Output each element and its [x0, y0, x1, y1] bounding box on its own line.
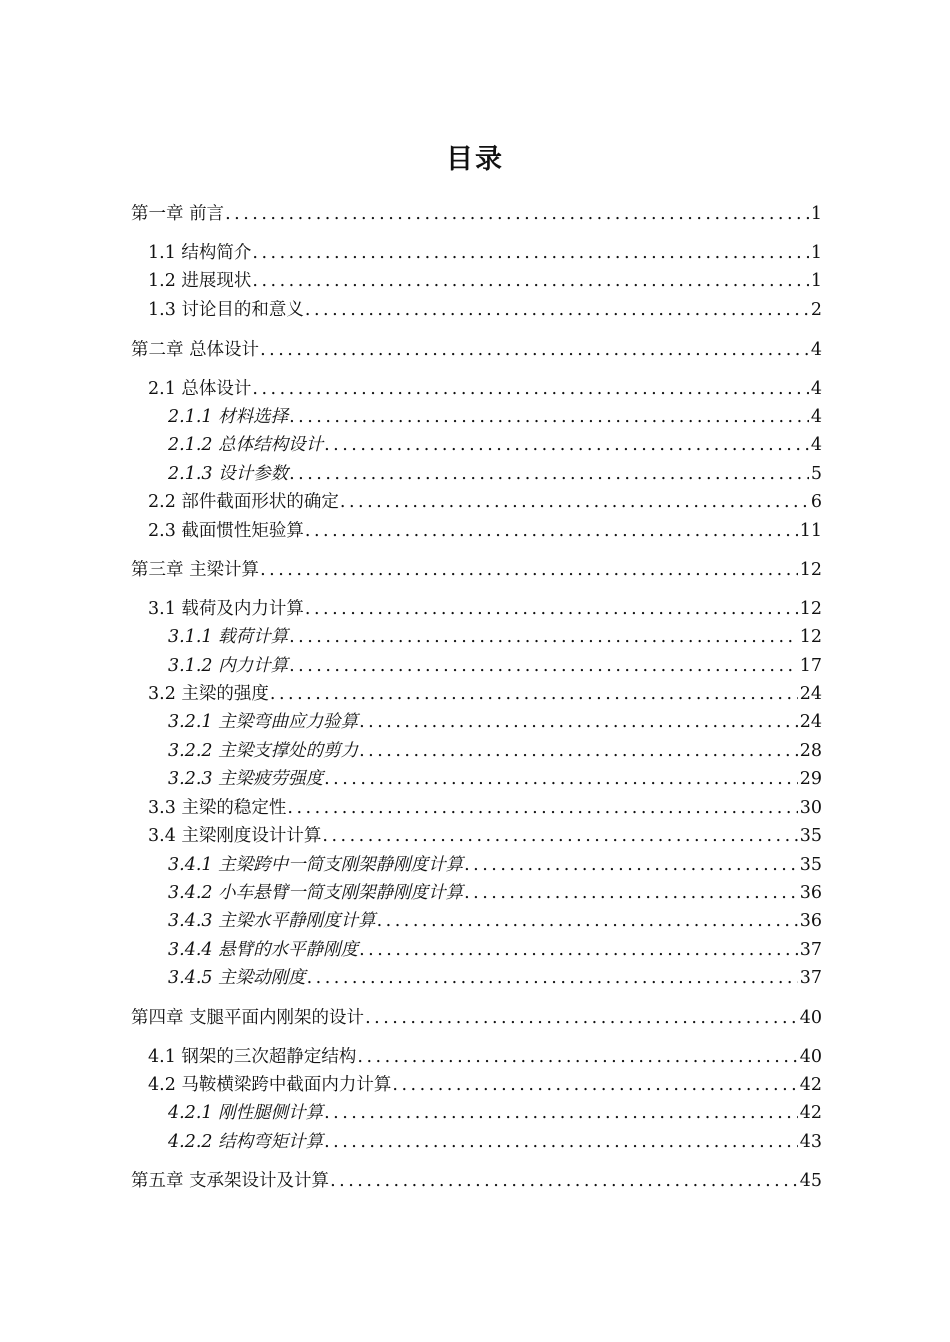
toc-entry-label: 第四章 支腿平面内刚架的设计: [131, 1008, 365, 1028]
toc-entry-label: 3.1.2 内力计算: [168, 656, 289, 676]
toc-entry-label: 第三章 主梁计算: [131, 560, 260, 580]
toc-entry[interactable]: [168, 766, 822, 792]
toc-page-number: 6: [810, 492, 822, 512]
toc-entry[interactable]: [148, 795, 822, 821]
toc-entry[interactable]: [131, 1005, 822, 1031]
toc-entry[interactable]: [168, 653, 822, 679]
toc-entry[interactable]: [131, 337, 822, 363]
toc-entry-label: 3.4.4 悬臂的水平静刚度: [168, 940, 359, 960]
toc-entry-label: 第五章 支承架设计及计算: [131, 1171, 330, 1191]
toc-dot-leader: [289, 653, 798, 679]
toc-entry-label: 3.4 主梁刚度设计计算: [148, 826, 322, 846]
toc-entry[interactable]: [148, 681, 822, 707]
toc-entry-label: 2.2 部件截面形状的确定: [148, 492, 339, 512]
toc-dot-leader: [359, 709, 798, 735]
toc-page-number: 11: [799, 521, 822, 541]
toc-entry[interactable]: [148, 297, 822, 323]
toc-dot-leader: [359, 937, 798, 963]
toc-dot-leader: [270, 681, 798, 707]
toc-dot-leader: [252, 268, 808, 294]
toc-page-number: 12: [799, 560, 822, 580]
toc-page-number: 42: [799, 1075, 822, 1095]
toc-page-number: 37: [799, 968, 822, 988]
toc-dot-leader: [357, 1044, 797, 1070]
toc-entry[interactable]: [168, 1129, 822, 1155]
toc-entry-label: 1.3 讨论目的和意义: [148, 300, 304, 320]
toc-entry-label: 3.3 主梁的稳定性: [148, 798, 287, 818]
toc-entry-label: 4.2.2 结构弯矩计算: [168, 1132, 324, 1152]
toc-entry[interactable]: [148, 596, 822, 622]
toc-entry[interactable]: [148, 1044, 822, 1070]
toc-page-number: 40: [799, 1047, 822, 1067]
toc-title: 目录: [446, 144, 504, 175]
toc-entry-label: 2.3 截面惯性矩验算: [148, 521, 304, 541]
toc-entry-label: 3.1 载荷及内力计算: [148, 599, 304, 619]
toc-entry-label: 2.1.3 设计参数: [168, 464, 289, 484]
toc-entry[interactable]: [148, 268, 822, 294]
toc-entry-label: 4.2 马鞍横梁跨中截面内力计算: [148, 1075, 392, 1095]
toc-entry[interactable]: [168, 1100, 822, 1126]
toc-page-number: 35: [799, 855, 822, 875]
toc-dot-leader: [464, 880, 798, 906]
toc-page-number: 40: [799, 1008, 822, 1028]
toc-dot-leader: [324, 766, 798, 792]
toc-entry[interactable]: [168, 880, 822, 906]
toc-entry[interactable]: [168, 432, 822, 458]
toc-entry[interactable]: [168, 624, 822, 650]
toc-entry[interactable]: [148, 240, 822, 266]
toc-entry[interactable]: [148, 518, 822, 544]
toc-dot-leader: [289, 461, 809, 487]
toc-page-number: 4: [810, 435, 822, 455]
toc-page-number: 4: [810, 407, 822, 427]
toc-entry-label: 1.2 进展现状: [148, 271, 252, 291]
toc-dot-leader: [365, 1005, 798, 1031]
toc-dot-leader: [225, 201, 809, 227]
toc-entry[interactable]: [148, 376, 822, 402]
toc-dot-leader: [287, 795, 797, 821]
toc-entry-label: 1.1 结构简介: [148, 243, 252, 263]
toc-entry-label: 3.1.1 载荷计算: [168, 627, 289, 647]
toc-dot-leader: [252, 240, 808, 266]
toc-entry-label: 3.2.2 主梁支撑处的剪力: [168, 741, 359, 761]
toc-entry-label: 3.2.3 主梁疲劳强度: [168, 769, 324, 789]
toc-dot-leader: [464, 852, 798, 878]
toc-page-number: 1: [810, 243, 822, 263]
toc-dot-leader: [377, 908, 798, 934]
toc-page-number: 12: [799, 599, 822, 619]
toc-entry-label: 3.4.5 主梁动刚度: [168, 968, 306, 988]
toc-page-number: 1: [810, 204, 822, 224]
toc-dot-leader: [289, 404, 809, 430]
toc-page-number: 24: [799, 712, 822, 732]
toc-dot-leader: [359, 738, 798, 764]
toc-entry[interactable]: [168, 738, 822, 764]
toc-entry[interactable]: [131, 1168, 822, 1194]
toc-entry[interactable]: [168, 404, 822, 430]
toc-entry-label: 第二章 总体设计: [131, 340, 260, 360]
toc-dot-leader: [324, 432, 809, 458]
toc-page-number: 37: [799, 940, 822, 960]
toc-dot-leader: [305, 596, 798, 622]
toc-page-number: 24: [799, 684, 822, 704]
toc-page-number: 36: [799, 911, 822, 931]
toc-page-number: 29: [799, 769, 822, 789]
toc-entry[interactable]: [148, 1072, 822, 1098]
toc-dot-leader: [324, 1129, 798, 1155]
toc-entry[interactable]: [168, 852, 822, 878]
toc-page-number: 5: [810, 464, 822, 484]
toc-dot-leader: [340, 489, 809, 515]
toc-dot-leader: [307, 965, 798, 991]
toc-entry-label: 3.2.1 主梁弯曲应力验算: [168, 712, 359, 732]
toc-page-number: 42: [799, 1103, 822, 1123]
toc-page-number: 35: [799, 826, 822, 846]
toc-dot-leader: [305, 518, 798, 544]
toc-entry[interactable]: [168, 461, 822, 487]
toc-entry[interactable]: [168, 965, 822, 991]
toc-entry-label: 3.2 主梁的强度: [148, 684, 269, 704]
toc-page-number: 1: [810, 271, 822, 291]
toc-entry-label: 第一章 前言: [131, 204, 225, 224]
toc-entry[interactable]: [131, 201, 822, 227]
toc-entry-label: 2.1 总体设计: [148, 379, 252, 399]
toc-entry-label: 4.1 钢架的三次超静定结构: [148, 1047, 357, 1067]
toc-page-number: 4: [810, 340, 822, 360]
toc-page-number: 17: [799, 656, 822, 676]
toc-entry-label: 2.1.1 材料选择: [168, 407, 289, 427]
toc-dot-leader: [324, 1100, 798, 1126]
toc-page-number: 4: [810, 379, 822, 399]
toc-entry[interactable]: [131, 557, 822, 583]
toc-entry[interactable]: [168, 709, 822, 735]
toc-page-number: 30: [799, 798, 822, 818]
toc-page-number: 2: [810, 300, 822, 320]
toc-entry-label: 3.4.3 主梁水平静刚度计算: [168, 911, 376, 931]
toc-dot-leader: [289, 624, 798, 650]
toc-entry-label: 4.2.1 刚性腿侧计算: [168, 1103, 324, 1123]
toc-entry-label: 3.4.1 主梁跨中一简支刚架静刚度计算: [168, 855, 464, 875]
toc-entry[interactable]: [168, 908, 822, 934]
toc-entry-label: 3.4.2 小车悬臂一简支刚架静刚度计算: [168, 883, 464, 903]
toc-page-number: 45: [799, 1171, 822, 1191]
toc-page-number: 36: [799, 883, 822, 903]
toc-page-number: 12: [799, 627, 822, 647]
toc-dot-leader: [322, 823, 797, 849]
toc-dot-leader: [260, 337, 809, 363]
toc-entry[interactable]: [168, 937, 822, 963]
toc-page-number: 28: [799, 741, 822, 761]
toc-entry[interactable]: [148, 823, 822, 849]
toc-dot-leader: [330, 1168, 798, 1194]
toc-dot-leader: [305, 297, 809, 323]
toc-dot-leader: [392, 1072, 797, 1098]
toc-entry-label: 2.1.2 总体结构设计: [168, 435, 324, 455]
toc-dot-leader: [252, 376, 808, 402]
toc-page-number: 43: [799, 1132, 822, 1152]
toc-dot-leader: [260, 557, 798, 583]
toc-entry[interactable]: [148, 489, 822, 515]
